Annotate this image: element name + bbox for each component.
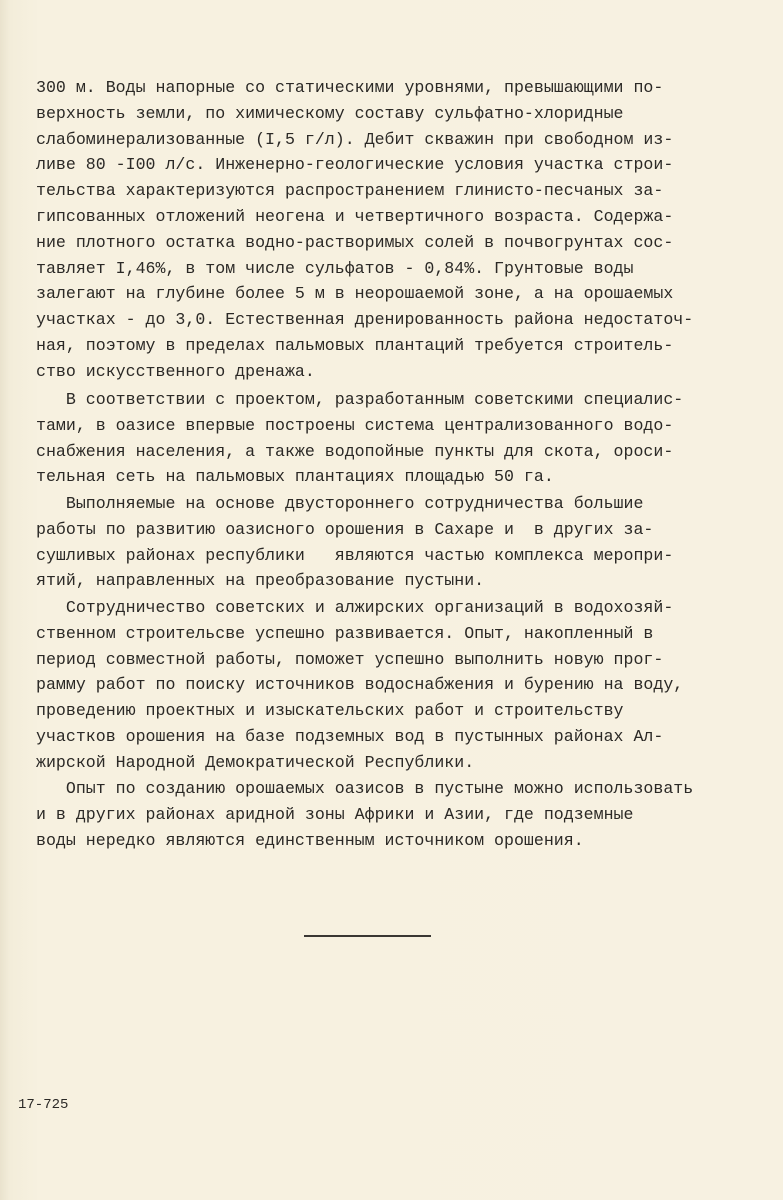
text-line: снабжения населения, а также водопойные пункты для скота, ороси- <box>36 441 674 461</box>
text-line: 300 м. Воды напорные со статическими уровнями, превышающими по- <box>36 78 664 97</box>
separator-rule <box>304 935 431 937</box>
text-line: слабоминерализованные (I,5 г/л). Дебит скважин при свободном из- <box>36 129 674 149</box>
text-line: ливе 80 -I00 л/с. Инженерно-геологические условия участка строи- <box>36 155 674 175</box>
text-line: участков орошения на базе подземных вод в пустынных районах Ал- <box>36 727 664 746</box>
text-line: ная, поэтому в пределах пальмовых плантаций требуется строитель- <box>36 336 674 355</box>
text-line: ние плотного остатка водно-растворимых солей в почвогрунтах сос- <box>36 232 674 252</box>
text-line: ственном строительсве успешно развивается. Опыт, накопленный в <box>36 623 654 643</box>
text-line: ство искусственного дренажа. <box>36 361 315 381</box>
text-line: период совместной работы, поможет успешно выполнить новую прог- <box>36 649 664 669</box>
text-line: участках - до 3,0. Естественная дренированность района недостаточ- <box>36 310 694 330</box>
page-code: 17-725 <box>18 1097 69 1113</box>
text-line: ятий, направленных на преобразование пустыни. <box>36 571 485 591</box>
text-line: воды нередко являются единственным источником орошения. <box>36 830 584 850</box>
text-line: Сотрудничество советских и алжирских организаций в водохозяй- <box>36 598 674 617</box>
text-line: и в других районах аридной зоны Африки и Азии, где подземные <box>36 804 634 824</box>
text-line: тами, в оазисе впервые построены система централизованного водо- <box>36 415 674 435</box>
text-line: работы по развитию оазисного орошения в Сахаре и в других за- <box>36 519 654 539</box>
text-line: жирской Народной Демократической Республики. <box>36 752 475 772</box>
text-line: В соответствии с проектом, разработанным советскими специалис- <box>36 390 684 409</box>
text-line: рамму работ по поиску источников водоснабжения и бурению на воду, <box>36 675 684 695</box>
text-line: тавляет I,46%, в том числе сульфатов - 0,84%. Грунтовые воды <box>36 258 634 278</box>
text-line: Опыт по созданию орошаемых оазисов в пустыне можно использовать <box>36 779 694 798</box>
text-line: гипсованных отложений неогена и четвертичного возраста. Содержа- <box>36 207 674 226</box>
text-line: тельства характеризуются распространением глинисто-песчаных за- <box>36 181 664 201</box>
text-line: проведению проектных и изыскательских работ и строительству <box>36 701 624 721</box>
text-line: тельная сеть на пальмовых плантациях площадью 50 га. <box>36 467 554 487</box>
text-line: Выполняемые на основе двустороннего сотрудничества большие <box>36 494 644 513</box>
text-line: сушливых районах республики являются частью комплекса меропри- <box>36 545 674 565</box>
text-line: верхность земли, по химическому составу сульфатно-хлоридные <box>36 103 624 123</box>
text-line: залегают на глубине более 5 м в неорошаемой зоне, а на орошаемых <box>36 284 674 304</box>
